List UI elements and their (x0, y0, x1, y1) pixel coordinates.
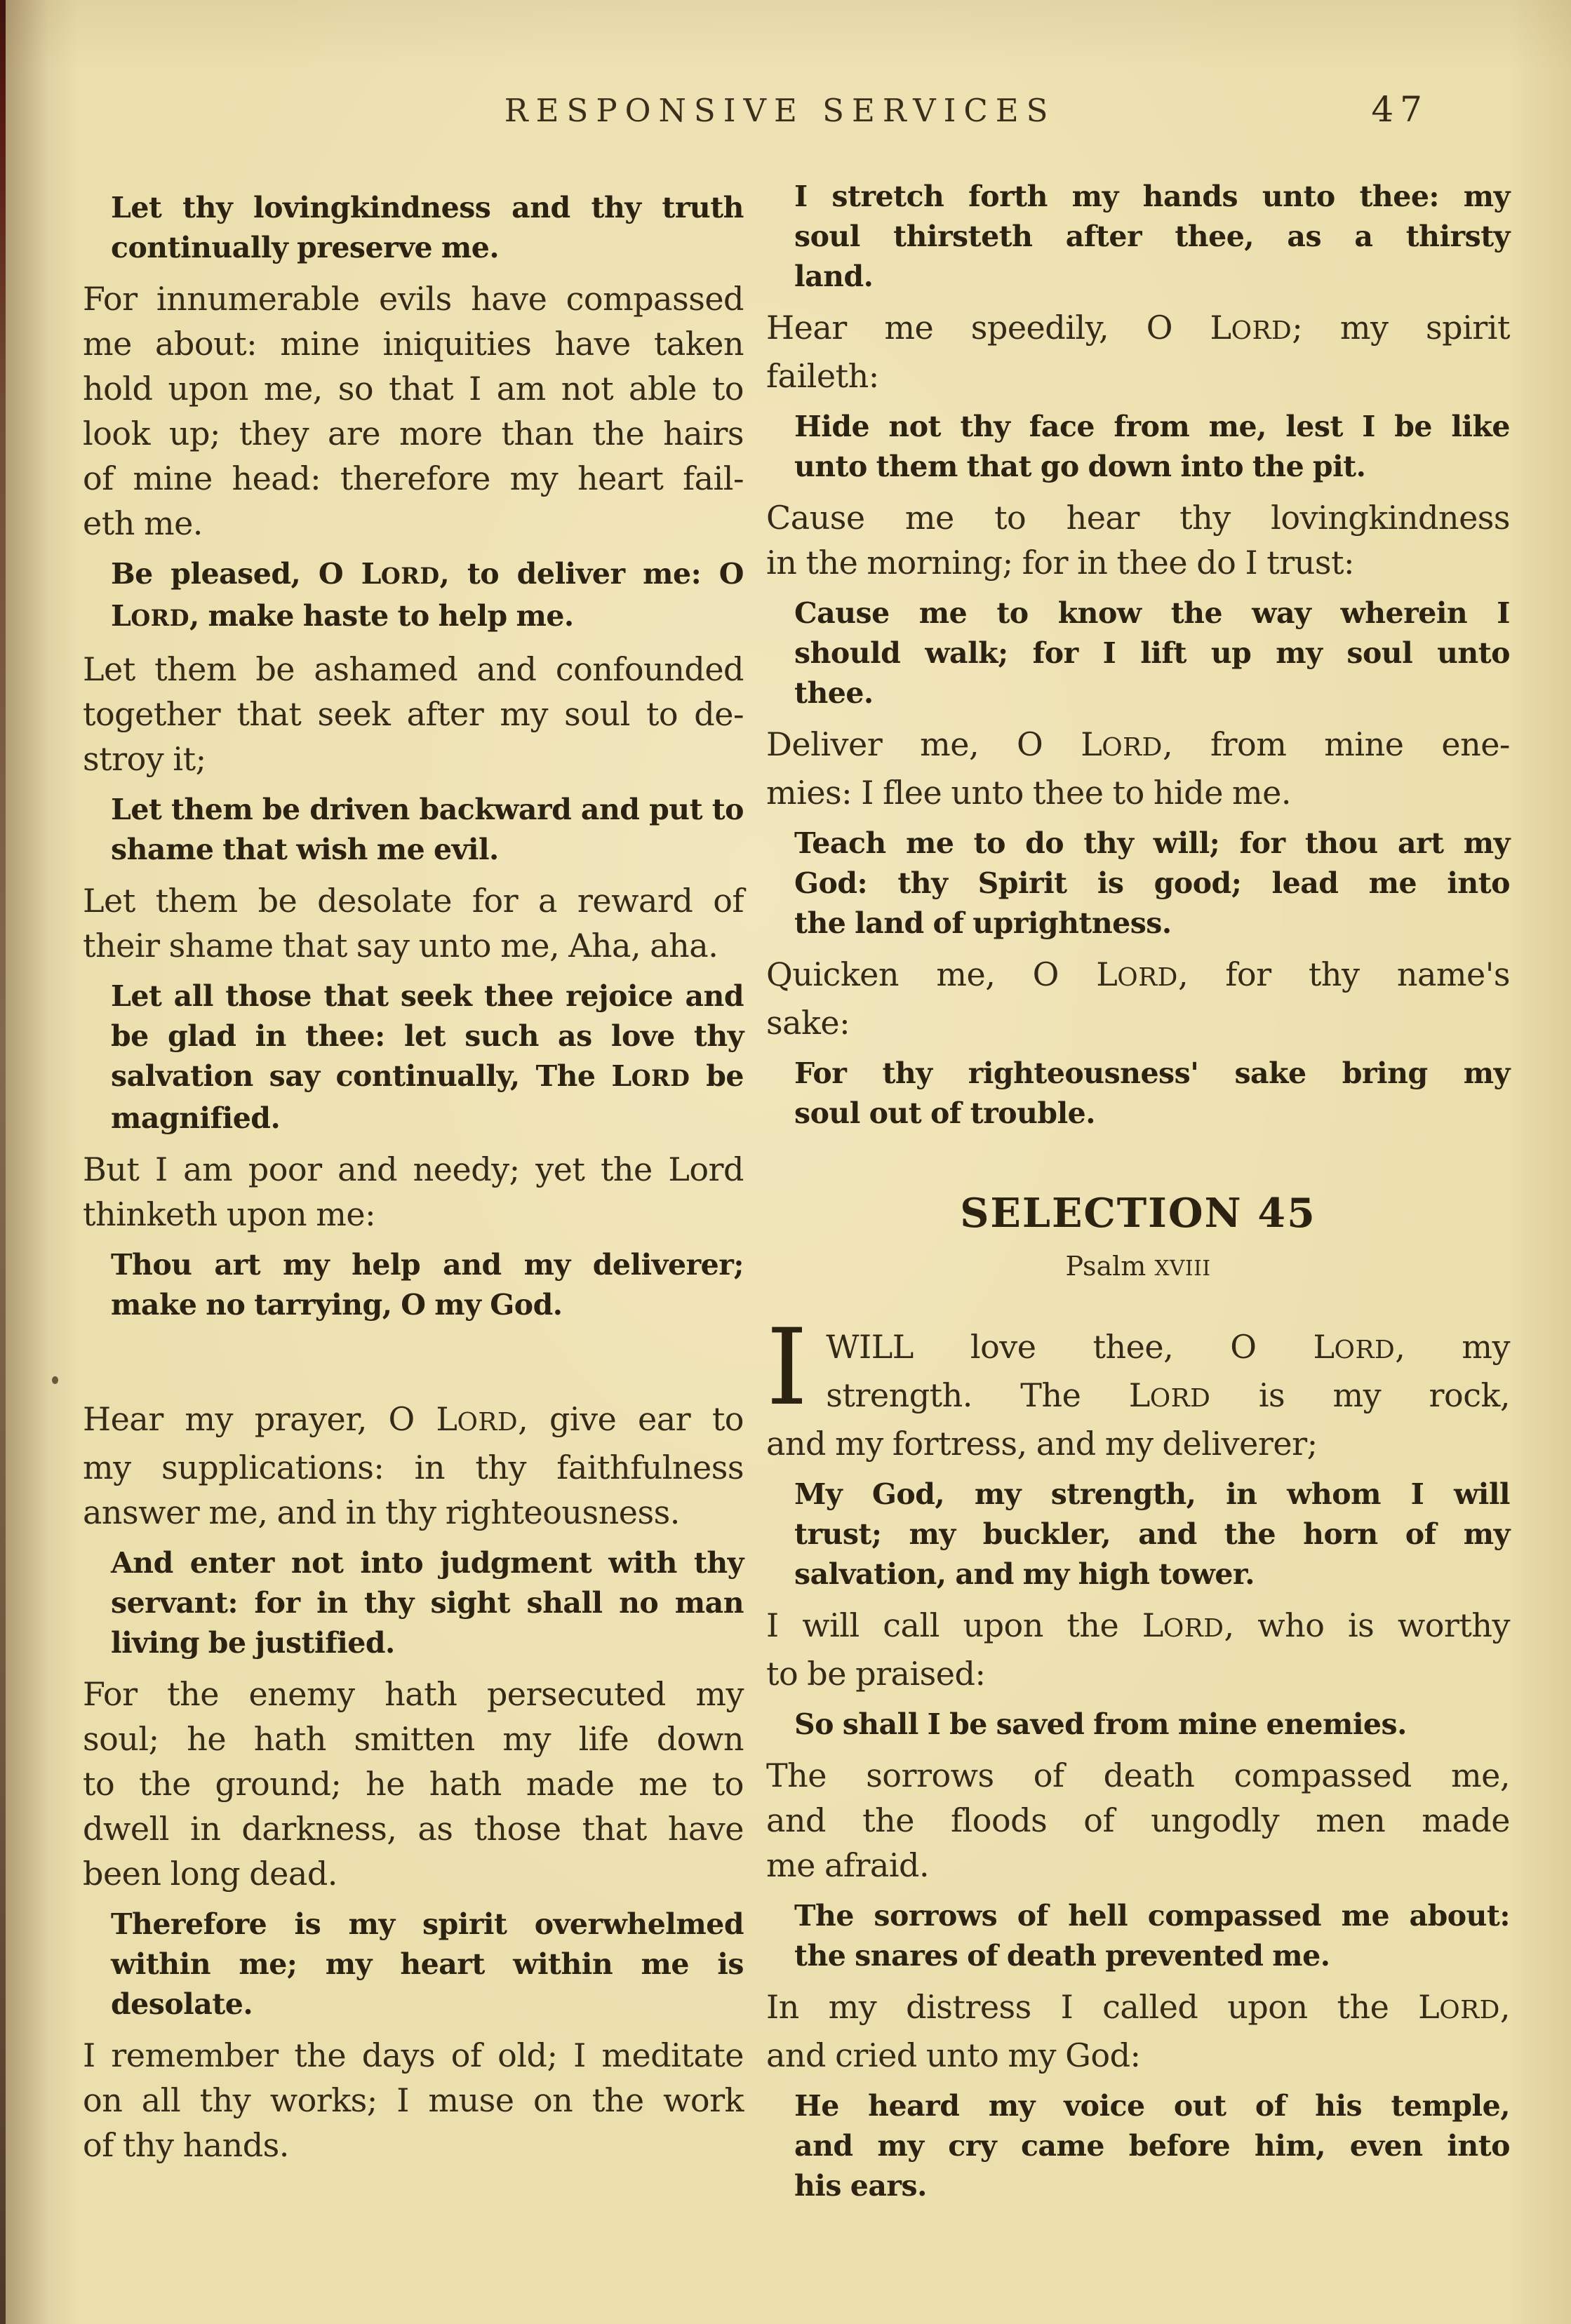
reading-paragraph (766, 722, 1510, 815)
text-line: together that seek after my soul to de- (83, 695, 744, 733)
drop-cap: I (766, 1307, 808, 1429)
response-paragraph (794, 824, 1510, 943)
text-line: mies: I flee unto thee to hide me. (766, 774, 1292, 812)
text-line: soul; he hath smitten my life down (83, 1720, 744, 1758)
text-line: For innumerable evils have compassed (83, 280, 744, 318)
text-line: Cause me to hear thy lovingkindness (766, 499, 1510, 537)
text-line: In my distress I called upon the LORD, (766, 1988, 1510, 2026)
response-paragraph (111, 1543, 744, 1663)
small-caps-text: ORD (1149, 1384, 1211, 1413)
text-line: within me; my heart within me is (111, 1947, 744, 1981)
selection-psalm-subheading: Psalm XVIII (1065, 1251, 1211, 1282)
text-line: Let all those that seek thee rejoice and (111, 979, 744, 1013)
text-line: My God, my strength, in whom I will (794, 1477, 1510, 1511)
text-line: look up; they are more than the hairs (83, 415, 744, 452)
text-line: their shame that say unto me, Aha, aha. (83, 927, 718, 965)
reading-paragraph (766, 952, 1510, 1045)
text-line: strength. The LORD is my rock, (826, 1376, 1510, 1414)
text-line: to the ground; he hath made me to (83, 1765, 744, 1803)
reading-paragraph (83, 1397, 744, 1535)
text-line: I stretch forth my hands unto thee: my (794, 180, 1510, 213)
text-line: his ears. (794, 2169, 927, 2203)
text-line: eth me. (83, 504, 203, 542)
text-line: Deliver me, O LORD, from mine ene- (766, 725, 1510, 763)
text-line: land. (794, 260, 874, 293)
text-line: salvation say continually, The LORD be (111, 1059, 744, 1093)
text-line: my supplications: in thy faithfulness (83, 1449, 744, 1486)
text-line: Therefore is my spirit overwhelmed (111, 1907, 744, 1941)
text-line: thee. (794, 676, 874, 710)
text-line: to be praised: (766, 1655, 986, 1693)
text-line: Hear me speedily, O LORD; my spirit (766, 309, 1510, 347)
text-line: The sorrows of death compassed me, (766, 1757, 1510, 1794)
text-line: Hear my prayer, O LORD, give ear to (83, 1400, 744, 1438)
text-line: Thou art my help and my deliverer; (111, 1248, 744, 1282)
text-line: For the enemy hath persecuted my (83, 1675, 744, 1713)
small-caps-text: ORD (1102, 733, 1163, 762)
small-caps-text: ORD (380, 563, 440, 589)
small-caps-text: ORD (1117, 963, 1178, 992)
text-line: continually preserve me. (111, 231, 500, 264)
text-line: me about: mine iniquities have taken (83, 325, 744, 363)
reading-paragraph (83, 878, 744, 968)
response-paragraph (794, 407, 1510, 487)
selection-heading: SELECTION 45 (960, 1190, 1316, 1237)
text-line: Cause me to know the way wherein I (794, 596, 1510, 630)
text-line: God: thy Spirit is good; lead me into (794, 866, 1510, 900)
text-line: trust; my buckler, and the horn of my (794, 1517, 1510, 1551)
text-line: living be justified. (111, 1626, 395, 1660)
text-line: me afraid. (766, 1846, 930, 1884)
reading-paragraph (83, 1672, 744, 1896)
text-line: Let them be ashamed and confounded (83, 650, 744, 688)
text-line: But I am poor and needy; yet the Lord (83, 1150, 744, 1188)
text-line: hold upon me, so that I am not able to (83, 370, 744, 408)
reading-paragraph (83, 2033, 744, 2168)
response-paragraph (111, 1905, 744, 2024)
response-paragraph (794, 1054, 1510, 1134)
small-caps-text: ORD (1439, 1996, 1500, 2024)
running-title: RESPONSIVE SERVICES (504, 92, 1056, 129)
text-line: should walk; for I lift up my soul unto (794, 636, 1510, 670)
ink-speck (52, 1376, 58, 1384)
text-line: salvation, and my high tower. (794, 1557, 1255, 1591)
reading-paragraph (766, 1753, 1510, 1888)
reading-paragraph (766, 1307, 1510, 1466)
page-number: 47 (1371, 89, 1429, 130)
text-line: The sorrows of hell compassed me about: (794, 1899, 1510, 1933)
text-line: soul out of trouble. (794, 1096, 1096, 1130)
text-line: For thy righteousness' sake bring my (794, 1056, 1510, 1090)
text-line: unto them that go down into the pit. (794, 450, 1366, 483)
text-line: stroy it; (83, 740, 206, 778)
small-caps-text: ORD (457, 1408, 519, 1437)
text-line: been long dead. (83, 1855, 337, 1893)
text-line: Teach me to do thy will; for thou art my (794, 826, 1510, 860)
text-line: Hide not thy face from me, lest I be like (794, 410, 1510, 443)
response-paragraph (111, 1245, 744, 1325)
response-paragraph (111, 976, 744, 1139)
text-line: soul thirsteth after thee, as a thirsty (794, 220, 1510, 253)
response-paragraph (794, 1705, 1510, 1745)
text-line: on all thy works; I muse on the work (83, 2081, 744, 2119)
left-text-column (83, 188, 744, 2176)
text-line: I will call upon the LORD, who is worthy (766, 1606, 1510, 1644)
page-gutter-shadow (6, 0, 48, 2324)
book-binding-edge (0, 0, 6, 2324)
text-line: Let them be desolate for a reward of (83, 882, 744, 920)
reading-paragraph (766, 495, 1510, 585)
small-caps-text: ORD (631, 1065, 690, 1092)
text-line: dwell in darkness, as those that have (83, 1810, 744, 1848)
small-caps-text: XVIII (1154, 1256, 1211, 1280)
text-line: Quicken me, O LORD, for thy name's (766, 955, 1510, 993)
text-line: and my cry came before him, even into (794, 2129, 1510, 2163)
text-line: of mine head: therefore my heart fail- (83, 459, 744, 497)
text-line: be glad in thee: let such as love thy (111, 1019, 744, 1053)
text-line: servant: for in thy sight shall no man (111, 1586, 744, 1620)
response-paragraph (111, 188, 744, 268)
response-paragraph (794, 2086, 1510, 2206)
text-line: shame that wish me evil. (111, 833, 499, 866)
text-line: magnified. (111, 1101, 281, 1135)
text-line: So shall I be saved from mine enemies. (794, 1707, 1407, 1741)
text-line: faileth: (766, 357, 879, 395)
reading-paragraph (83, 647, 744, 781)
response-paragraph (794, 177, 1510, 297)
text-line: WILL love thee, O LORD, my (826, 1328, 1510, 1366)
text-line: Let thy lovingkindness and thy truth (111, 191, 744, 224)
text-line: LORD, make haste to help me. (111, 599, 574, 633)
text-line: and cried unto my God: (766, 2036, 1141, 2074)
response-paragraph (794, 593, 1510, 713)
text-line: He heard my voice out of his temple, (794, 2089, 1510, 2123)
text-line: Be pleased, O LORD, to deliver me: O (111, 557, 744, 591)
small-caps-text: ORD (131, 605, 189, 631)
right-text-column (766, 177, 1510, 2215)
text-line: Let them be driven backward and put to (111, 793, 744, 826)
response-paragraph (794, 1896, 1510, 1976)
text-line: and the floods of ungodly men made (766, 1801, 1510, 1839)
small-caps-text: ORD (1334, 1336, 1396, 1364)
small-caps-text: ORD (1231, 316, 1292, 345)
text-line: answer me, and in thy righteousness. (83, 1493, 680, 1531)
text-line: thinketh upon me: (83, 1195, 376, 1233)
small-caps-text: ORD (1163, 1614, 1224, 1643)
text-line: sake: (766, 1004, 850, 1042)
reading-paragraph (766, 305, 1510, 398)
response-paragraph (794, 1475, 1510, 1594)
reading-paragraph (766, 1984, 1510, 2078)
text-line: I remember the days of old; I meditate (83, 2036, 744, 2074)
text-line: in the morning; for in thee do I trust: (766, 544, 1354, 582)
reading-paragraph (83, 1147, 744, 1237)
text-line: the land of uprightness. (794, 906, 1172, 940)
text-line: make no tarrying, O my God. (111, 1288, 563, 1322)
text-line: And enter not into judgment with thy (111, 1546, 744, 1580)
text-line: of thy hands. (83, 2126, 289, 2164)
response-paragraph (111, 790, 744, 870)
reading-paragraph (766, 1603, 1510, 1696)
reading-paragraph (83, 276, 744, 546)
text-line: the snares of death prevented me. (794, 1939, 1330, 1973)
text-line: desolate. (111, 1987, 253, 2021)
text-line: and my fortress, and my deliverer; (766, 1425, 1318, 1463)
response-paragraph (111, 554, 744, 638)
